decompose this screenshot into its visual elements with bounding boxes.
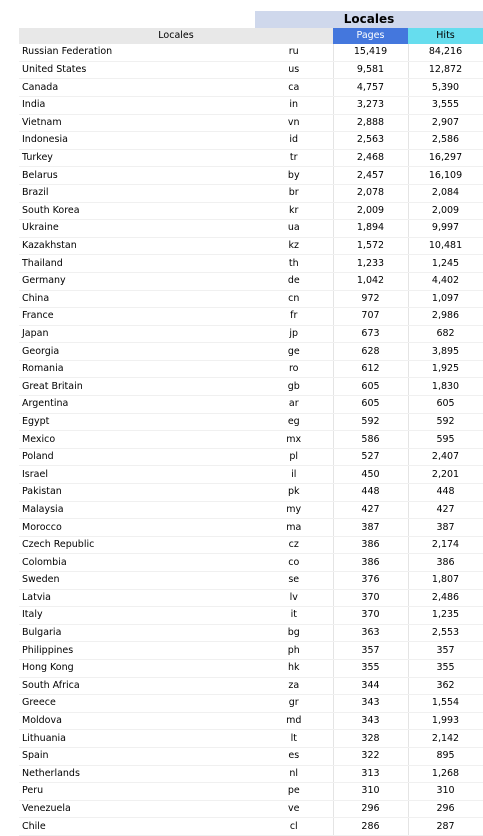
country-code: ge bbox=[255, 343, 333, 361]
country-name: Turkey bbox=[19, 149, 255, 167]
hits-value: 4,402 bbox=[408, 272, 483, 290]
hits-value: 2,407 bbox=[408, 448, 483, 466]
hits-value: 16,297 bbox=[408, 149, 483, 167]
country-name: Ukraine bbox=[19, 220, 255, 238]
country-code: cn bbox=[255, 290, 333, 308]
country-code: ro bbox=[255, 360, 333, 378]
table-row bbox=[19, 589, 483, 607]
hits-value: 1,245 bbox=[408, 255, 483, 273]
table-row bbox=[19, 237, 483, 255]
country-code: gr bbox=[255, 695, 333, 713]
pages-value: 370 bbox=[333, 607, 408, 625]
table-row bbox=[19, 501, 483, 519]
country-code: nl bbox=[255, 765, 333, 783]
country-code: se bbox=[255, 572, 333, 590]
table-row bbox=[19, 308, 483, 326]
country-code: kr bbox=[255, 202, 333, 220]
country-name: Sweden bbox=[19, 572, 255, 590]
hits-value: 2,907 bbox=[408, 114, 483, 132]
pages-value: 612 bbox=[333, 360, 408, 378]
country-code: lt bbox=[255, 730, 333, 748]
table-row bbox=[19, 184, 483, 202]
country-name: China bbox=[19, 290, 255, 308]
pages-value: 592 bbox=[333, 413, 408, 431]
table-row bbox=[19, 800, 483, 818]
country-name: Bulgaria bbox=[19, 624, 255, 642]
country-code: us bbox=[255, 61, 333, 79]
country-name: Brazil bbox=[19, 184, 255, 202]
hits-value: 84,216 bbox=[408, 44, 483, 61]
country-code: de bbox=[255, 272, 333, 290]
hits-value: 595 bbox=[408, 431, 483, 449]
country-name: Romania bbox=[19, 360, 255, 378]
country-name: Poland bbox=[19, 448, 255, 466]
hits-value: 357 bbox=[408, 642, 483, 660]
country-code: th bbox=[255, 255, 333, 273]
country-code: eg bbox=[255, 413, 333, 431]
country-name: Pakistan bbox=[19, 484, 255, 502]
pages-value: 4,757 bbox=[333, 79, 408, 97]
pages-value: 313 bbox=[333, 765, 408, 783]
country-code: ar bbox=[255, 396, 333, 414]
country-code: hk bbox=[255, 659, 333, 677]
pages-value: 363 bbox=[333, 624, 408, 642]
country-code: in bbox=[255, 96, 333, 114]
country-code: br bbox=[255, 184, 333, 202]
hits-value: 10,481 bbox=[408, 237, 483, 255]
header-hits[interactable]: Hits bbox=[408, 28, 483, 45]
hits-value: 287 bbox=[408, 818, 483, 836]
hits-value: 1,993 bbox=[408, 712, 483, 730]
pages-value: 427 bbox=[333, 501, 408, 519]
pages-value: 450 bbox=[333, 466, 408, 484]
country-name: Great Britain bbox=[19, 378, 255, 396]
hits-value: 1,925 bbox=[408, 360, 483, 378]
hits-value: 2,084 bbox=[408, 184, 483, 202]
table-row bbox=[19, 554, 483, 572]
country-name: Mexico bbox=[19, 431, 255, 449]
country-code: ve bbox=[255, 800, 333, 818]
country-name: Georgia bbox=[19, 343, 255, 361]
pages-value: 448 bbox=[333, 484, 408, 502]
country-name: Indonesia bbox=[19, 132, 255, 150]
country-code: lv bbox=[255, 589, 333, 607]
country-code: ph bbox=[255, 642, 333, 660]
pages-value: 387 bbox=[333, 519, 408, 537]
pages-value: 586 bbox=[333, 431, 408, 449]
table-row bbox=[19, 378, 483, 396]
country-code: gb bbox=[255, 378, 333, 396]
hits-value: 2,201 bbox=[408, 466, 483, 484]
table-row bbox=[19, 747, 483, 765]
hits-value: 2,553 bbox=[408, 624, 483, 642]
hits-value: 5,390 bbox=[408, 79, 483, 97]
table-row bbox=[19, 343, 483, 361]
table-row bbox=[19, 132, 483, 150]
country-code: za bbox=[255, 677, 333, 695]
table-row bbox=[19, 607, 483, 625]
table-row bbox=[19, 484, 483, 502]
country-name: Japan bbox=[19, 325, 255, 343]
hits-value: 1,830 bbox=[408, 378, 483, 396]
country-name: Belarus bbox=[19, 167, 255, 185]
table-row bbox=[19, 272, 483, 290]
hits-value: 895 bbox=[408, 747, 483, 765]
hits-value: 296 bbox=[408, 800, 483, 818]
table-row bbox=[19, 220, 483, 238]
pages-value: 3,273 bbox=[333, 96, 408, 114]
country-name: Netherlands bbox=[19, 765, 255, 783]
pages-value: 310 bbox=[333, 783, 408, 801]
country-code: pl bbox=[255, 448, 333, 466]
pages-value: 1,894 bbox=[333, 220, 408, 238]
table-row bbox=[19, 783, 483, 801]
pages-value: 605 bbox=[333, 396, 408, 414]
country-code: ca bbox=[255, 79, 333, 97]
table-row bbox=[19, 202, 483, 220]
country-name: Venezuela bbox=[19, 800, 255, 818]
hits-value: 16,109 bbox=[408, 167, 483, 185]
hits-value: 2,486 bbox=[408, 589, 483, 607]
table-row bbox=[19, 167, 483, 185]
hits-value: 1,807 bbox=[408, 572, 483, 590]
pages-value: 2,009 bbox=[333, 202, 408, 220]
pages-value: 386 bbox=[333, 554, 408, 572]
pages-value: 2,563 bbox=[333, 132, 408, 150]
country-name: Thailand bbox=[19, 255, 255, 273]
country-name: Hong Kong bbox=[19, 659, 255, 677]
table-row bbox=[19, 572, 483, 590]
country-code: pe bbox=[255, 783, 333, 801]
pages-value: 972 bbox=[333, 290, 408, 308]
hits-value: 1,268 bbox=[408, 765, 483, 783]
country-name: United States bbox=[19, 61, 255, 79]
country-code: md bbox=[255, 712, 333, 730]
country-name: Greece bbox=[19, 695, 255, 713]
country-name: Philippines bbox=[19, 642, 255, 660]
table-row bbox=[19, 695, 483, 713]
table-row bbox=[19, 96, 483, 114]
country-name: Colombia bbox=[19, 554, 255, 572]
pages-value: 286 bbox=[333, 818, 408, 836]
country-code: fr bbox=[255, 308, 333, 326]
pages-value: 2,457 bbox=[333, 167, 408, 185]
hits-value: 386 bbox=[408, 554, 483, 572]
country-name: Israel bbox=[19, 466, 255, 484]
table-row bbox=[19, 765, 483, 783]
table-row bbox=[19, 114, 483, 132]
country-code: tr bbox=[255, 149, 333, 167]
table-row bbox=[19, 413, 483, 431]
country-name: Latvia bbox=[19, 589, 255, 607]
table-row bbox=[19, 79, 483, 97]
pages-value: 343 bbox=[333, 712, 408, 730]
country-code: ua bbox=[255, 220, 333, 238]
table-row bbox=[19, 448, 483, 466]
country-code: ru bbox=[255, 44, 333, 61]
table-row bbox=[19, 712, 483, 730]
hits-value: 1,235 bbox=[408, 607, 483, 625]
country-name: France bbox=[19, 308, 255, 326]
pages-value: 344 bbox=[333, 677, 408, 695]
header-locales[interactable]: Locales bbox=[19, 28, 333, 45]
hits-value: 1,554 bbox=[408, 695, 483, 713]
country-code: cl bbox=[255, 818, 333, 836]
table-row bbox=[19, 624, 483, 642]
pages-value: 370 bbox=[333, 589, 408, 607]
hits-value: 3,555 bbox=[408, 96, 483, 114]
hits-value: 3,895 bbox=[408, 343, 483, 361]
pages-value: 322 bbox=[333, 747, 408, 765]
hits-value: 12,872 bbox=[408, 61, 483, 79]
country-name: Egypt bbox=[19, 413, 255, 431]
country-name: Argentina bbox=[19, 396, 255, 414]
hits-value: 2,009 bbox=[408, 202, 483, 220]
pages-value: 1,042 bbox=[333, 272, 408, 290]
table-row bbox=[19, 44, 483, 61]
country-code: es bbox=[255, 747, 333, 765]
pages-value: 2,468 bbox=[333, 149, 408, 167]
hits-value: 2,142 bbox=[408, 730, 483, 748]
country-name: Germany bbox=[19, 272, 255, 290]
table-row bbox=[19, 396, 483, 414]
hits-value: 9,997 bbox=[408, 220, 483, 238]
country-name: Moldova bbox=[19, 712, 255, 730]
pages-value: 707 bbox=[333, 308, 408, 326]
pages-value: 2,078 bbox=[333, 184, 408, 202]
pages-value: 9,581 bbox=[333, 61, 408, 79]
hits-value: 310 bbox=[408, 783, 483, 801]
pages-value: 296 bbox=[333, 800, 408, 818]
country-code: id bbox=[255, 132, 333, 150]
country-name: Spain bbox=[19, 747, 255, 765]
country-name: South Korea bbox=[19, 202, 255, 220]
locales-table bbox=[19, 11, 483, 836]
country-name: Czech Republic bbox=[19, 536, 255, 554]
country-code: il bbox=[255, 466, 333, 484]
pages-value: 673 bbox=[333, 325, 408, 343]
table-row bbox=[19, 325, 483, 343]
country-name: Lithuania bbox=[19, 730, 255, 748]
hits-value: 448 bbox=[408, 484, 483, 502]
hits-value: 2,986 bbox=[408, 308, 483, 326]
hits-value: 592 bbox=[408, 413, 483, 431]
hits-value: 605 bbox=[408, 396, 483, 414]
country-code: vn bbox=[255, 114, 333, 132]
pages-value: 343 bbox=[333, 695, 408, 713]
table-row bbox=[19, 61, 483, 79]
hits-value: 1,097 bbox=[408, 290, 483, 308]
country-code: pk bbox=[255, 484, 333, 502]
pages-value: 15,419 bbox=[333, 44, 408, 61]
pages-value: 2,888 bbox=[333, 114, 408, 132]
pages-value: 328 bbox=[333, 730, 408, 748]
hits-value: 427 bbox=[408, 501, 483, 519]
header-pages[interactable]: Pages bbox=[333, 28, 408, 45]
table-row bbox=[19, 642, 483, 660]
country-name: Peru bbox=[19, 783, 255, 801]
country-name: Canada bbox=[19, 79, 255, 97]
country-code: mx bbox=[255, 431, 333, 449]
table-row bbox=[19, 659, 483, 677]
country-code: by bbox=[255, 167, 333, 185]
title-spacer bbox=[19, 11, 255, 28]
pages-value: 386 bbox=[333, 536, 408, 554]
pages-value: 1,572 bbox=[333, 237, 408, 255]
country-code: bg bbox=[255, 624, 333, 642]
country-code: it bbox=[255, 607, 333, 625]
hits-value: 362 bbox=[408, 677, 483, 695]
pages-value: 1,233 bbox=[333, 255, 408, 273]
table-row bbox=[19, 536, 483, 554]
country-code: cz bbox=[255, 536, 333, 554]
pages-value: 605 bbox=[333, 378, 408, 396]
country-name: Italy bbox=[19, 607, 255, 625]
table-row bbox=[19, 290, 483, 308]
country-name: Malaysia bbox=[19, 501, 255, 519]
table-row bbox=[19, 730, 483, 748]
country-name: Kazakhstan bbox=[19, 237, 255, 255]
country-name: Russian Federation bbox=[19, 44, 255, 61]
country-name: Morocco bbox=[19, 519, 255, 537]
hits-value: 355 bbox=[408, 659, 483, 677]
country-name: South Africa bbox=[19, 677, 255, 695]
table-row bbox=[19, 466, 483, 484]
country-code: co bbox=[255, 554, 333, 572]
table-row bbox=[19, 431, 483, 449]
country-name: Vietnam bbox=[19, 114, 255, 132]
table-row bbox=[19, 818, 483, 836]
pages-value: 355 bbox=[333, 659, 408, 677]
table-row bbox=[19, 519, 483, 537]
table-row bbox=[19, 360, 483, 378]
country-name: Chile bbox=[19, 818, 255, 836]
pages-value: 376 bbox=[333, 572, 408, 590]
hits-value: 387 bbox=[408, 519, 483, 537]
pages-value: 357 bbox=[333, 642, 408, 660]
hits-value: 682 bbox=[408, 325, 483, 343]
hits-value: 2,586 bbox=[408, 132, 483, 150]
country-name: India bbox=[19, 96, 255, 114]
country-code: my bbox=[255, 501, 333, 519]
pages-value: 527 bbox=[333, 448, 408, 466]
table-row bbox=[19, 677, 483, 695]
country-code: ma bbox=[255, 519, 333, 537]
table-title: Locales bbox=[255, 11, 483, 28]
table-row bbox=[19, 255, 483, 273]
country-code: jp bbox=[255, 325, 333, 343]
table-row bbox=[19, 149, 483, 167]
pages-value: 628 bbox=[333, 343, 408, 361]
country-code: kz bbox=[255, 237, 333, 255]
hits-value: 2,174 bbox=[408, 536, 483, 554]
